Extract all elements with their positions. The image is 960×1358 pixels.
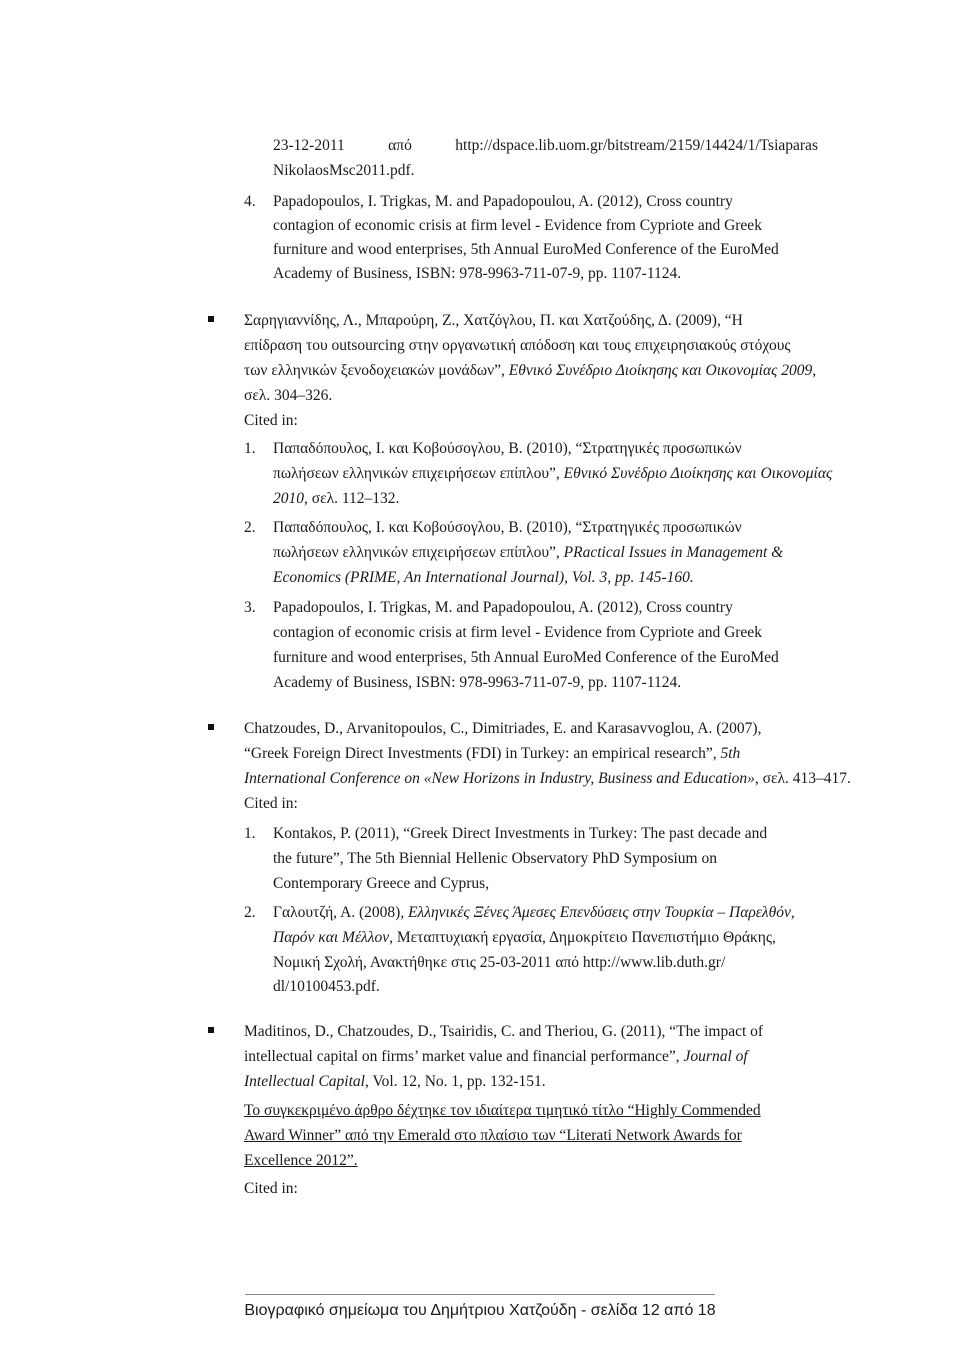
ref-line — [273, 903, 960, 923]
list-number: 2. — [244, 519, 256, 536]
journal-title: PRactical Issues in Management & — [563, 544, 784, 561]
award-note: Το συγκεκριμένο άρθρο δέχτηκε τον ιδιαίτερα τιμητικό τίτλο “Highly Commended — [244, 1102, 761, 1119]
journal-title: Εθνικό Συνέδριο Διοίκησης και Οικονομίας — [563, 465, 833, 482]
ref-line — [244, 1072, 960, 1092]
ref-line: Παπαδόπουλος, Ι. και Κοβούσογλου, Β. (2010), “Στρατηγικές προσωπικών — [273, 519, 742, 536]
cited-in-label: Cited in: — [244, 795, 298, 812]
list-number: 3. — [244, 599, 256, 616]
ref-line — [273, 543, 960, 563]
ref-line — [244, 744, 960, 764]
text: πωλήσεων ελληνικών επιχειρήσεων επίπλου”, — [273, 465, 564, 482]
url-text: http://dspace.lib.uom.gr/bitstream/2159/14424/1/Tsiaparas — [455, 137, 818, 154]
list-number: 1. — [244, 440, 256, 457]
journal-title: Journal of — [683, 1048, 748, 1065]
ref-line: NikolaosMsc2011.pdf. — [273, 162, 415, 179]
ref-line: contagion of economic crisis at firm level - Evidence from Cypriote and Greek — [273, 217, 762, 234]
ref-line — [273, 464, 960, 484]
text: 23-12-2011 — [273, 137, 345, 154]
ref-line: furniture and wood enterprises, 5th Annual EuroMed Conference of the EuroMed — [273, 649, 779, 666]
ref-line — [273, 136, 818, 156]
text: από — [388, 137, 412, 154]
ref-line: Παπαδόπουλος, Ι. και Κοβούσογλου, Β. (2010), “Στρατηγικές προσωπικών — [273, 440, 742, 457]
footer-divider — [245, 1294, 715, 1295]
bullet-icon — [208, 1027, 214, 1033]
text: πωλήσεων ελληνικών επιχειρήσεων επίπλου”, — [273, 544, 564, 561]
ref-line: Νομική Σχολή, Ανακτήθηκε στις 25-03-2011 από http://www.lib.duth.gr/ — [273, 954, 726, 971]
ref-line: Kontakos, P. (2011), “Greek Direct Investments in Turkey: The past decade and — [273, 825, 768, 842]
page-footer: Βιογραφικό σημείωμα του Δημήτριου Χατζούδη - σελίδα 12 από 18 — [244, 1302, 716, 1319]
ref-line: Contemporary Greece and Cyprus, — [273, 875, 490, 892]
bullet-icon — [208, 316, 214, 322]
ref-line: Maditinos, D., Chatzoudes, D., Tsairidis, C. and Theriou, G. (2011), “The impact of — [244, 1023, 764, 1040]
journal-title: 2010 — [273, 490, 304, 507]
ref-line: Academy of Business, ISBN: 978-9963-711-07-9, pp. 1107-1124. — [273, 265, 682, 282]
ref-line — [244, 769, 960, 789]
ref-line: επίδραση του outsourcing στην οργανωτική απόδοση και τους επιχειρησιακούς στόχους — [244, 337, 791, 354]
list-number: 2. — [244, 904, 256, 921]
journal-title: Εθνικό Συνέδριο Διοίκησης και Οικονομίας 2009 — [508, 362, 813, 379]
ref-line: Papadopoulos, I. Trigkas, M. and Papadopoulou, A. (2012), Cross country — [273, 193, 733, 210]
journal-title: Ελληνικές Ξένες Άμεσες Επενδύσεις στην Τουρκία – Παρελθόν, — [408, 904, 795, 921]
list-number: 1. — [244, 825, 256, 842]
ref-line: σελ. 304–326. — [244, 387, 333, 404]
text: των ελληνικών ξενοδοχειακών μονάδων”, — [244, 362, 509, 379]
text: intellectual capital on firms’ market value and financial performance”, — [244, 1048, 684, 1065]
journal-title: International Conference on «New Horizons in Industry, Business and Education» — [244, 770, 755, 787]
journal-title: Economics (PRIME, An International Journal), Vol. 3, pp. 145-160. — [273, 569, 694, 586]
text: , — [812, 362, 817, 379]
ref-line: Academy of Business, ISBN: 978-9963-711-07-9, pp. 1107-1124. — [273, 674, 682, 691]
text: , Μεταπτυχιακή εργασία, Δημοκρίτειο Πανεπιστήμιο Θράκης, — [389, 929, 776, 946]
text: , σελ. 112–132. — [304, 490, 400, 507]
bullet-icon — [208, 724, 214, 730]
text: , Vol. 12, No. 1, pp. 132-151. — [364, 1073, 546, 1090]
text: “Greek Foreign Direct Investments (FDI) in Turkey: an empirical research”, — [244, 745, 721, 762]
ref-line: dl/10100453.pdf. — [273, 978, 380, 995]
ref-line — [273, 568, 960, 588]
journal-title: 5th — [720, 745, 741, 762]
journal-title: Intellectual Capital — [244, 1073, 365, 1090]
cited-in-label: Cited in: — [244, 1180, 298, 1197]
ref-line: furniture and wood enterprises, 5th Annual EuroMed Conference of the EuroMed — [273, 241, 779, 258]
ref-line — [244, 1047, 960, 1067]
ref-line: Σαρηγιαννίδης, Λ., Μπαρούρη, Ζ., Χατζόγλου, Π. και Χατζούδης, Δ. (2009), “Η — [244, 312, 743, 329]
award-note: Award Winner” από την Emerald στο πλαίσιο των “Literati Network Awards for — [244, 1127, 742, 1144]
ref-line — [273, 489, 960, 509]
text: Γαλουτζή, Α. (2008), — [273, 904, 409, 921]
ref-line: contagion of economic crisis at firm level - Evidence from Cypriote and Greek — [273, 624, 762, 641]
ref-line: Chatzoudes, D., Arvanitopoulos, C., Dimitriades, E. and Karasavvoglou, A. (2007), — [244, 720, 762, 737]
ref-line: the future”, The 5th Biennial Hellenic Observatory PhD Symposium on — [273, 850, 717, 867]
journal-title: Παρόν και Μέλλον — [273, 929, 390, 946]
award-note: Excellence 2012”. — [244, 1152, 358, 1169]
list-number: 4. — [244, 193, 256, 210]
ref-line — [273, 928, 960, 948]
ref-line: Papadopoulos, I. Trigkas, M. and Papadopoulou, A. (2012), Cross country — [273, 599, 733, 616]
ref-line — [244, 361, 960, 381]
cited-in-label: Cited in: — [244, 412, 298, 429]
text: , σελ. 413–417. — [754, 770, 851, 787]
